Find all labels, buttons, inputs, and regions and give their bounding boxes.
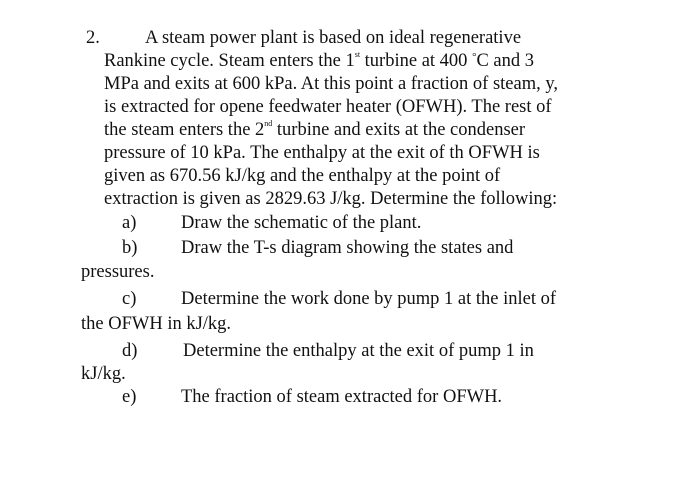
item-d-continuation: kJ/kg. bbox=[81, 364, 126, 384]
problem-line-2-part-c: C and 3 bbox=[476, 51, 535, 71]
problem-line-6: pressure of 10 kPa. The enthalpy at the exit of th OFWH is bbox=[104, 143, 540, 163]
item-e-text: The fraction of steam extracted for OFWH. bbox=[181, 387, 503, 407]
item-b-continuation: pressures. bbox=[81, 262, 155, 282]
problem-line-2-part-b: turbine at 400 bbox=[360, 51, 473, 71]
item-c-continuation: the OFWH in kJ/kg. bbox=[81, 314, 232, 334]
item-e-label: e) bbox=[122, 387, 137, 407]
item-c-text: Determine the work done by pump 1 at the inlet of bbox=[181, 289, 557, 309]
degree-symbol: ° bbox=[472, 51, 477, 63]
item-b-label: b) bbox=[122, 238, 138, 258]
problem-line-5-part-a: the steam enters the 2 bbox=[104, 120, 265, 140]
problem-line-2 bbox=[104, 50, 534, 72]
problem-line-4: is extracted for opene feedwater heater (OFWH). The rest of bbox=[104, 97, 552, 117]
item-d-label: d) bbox=[122, 341, 138, 361]
problem-line-3: MPa and exits at 600 kPa. At this point a fraction of steam, y, bbox=[104, 74, 559, 94]
item-d-text: Determine the enthalpy at the exit of pump 1 in bbox=[183, 341, 534, 361]
item-b-text: Draw the T-s diagram showing the states and bbox=[181, 238, 514, 258]
problem-line-1: A steam power plant is based on ideal regenerative bbox=[145, 28, 522, 48]
item-c-label: c) bbox=[122, 289, 137, 309]
problem-number: 2. bbox=[86, 28, 100, 48]
ordinal-superscript-st: st bbox=[354, 50, 361, 59]
problem-line-5 bbox=[104, 119, 525, 141]
problem-line-8: extraction is given as 2829.63 J/kg. Determine the following: bbox=[104, 189, 558, 209]
problem-line-5-part-b: turbine and exits at the condenser bbox=[272, 120, 526, 140]
item-a-text: Draw the schematic of the plant. bbox=[181, 213, 422, 233]
item-a-label: a) bbox=[122, 213, 137, 233]
ordinal-superscript-nd: nd bbox=[264, 119, 273, 128]
problem-line-2-part-a: Rankine cycle. Steam enters the 1 bbox=[104, 51, 355, 71]
problem-line-7: given as 670.56 kJ/kg and the enthalpy at the point of bbox=[104, 166, 501, 186]
